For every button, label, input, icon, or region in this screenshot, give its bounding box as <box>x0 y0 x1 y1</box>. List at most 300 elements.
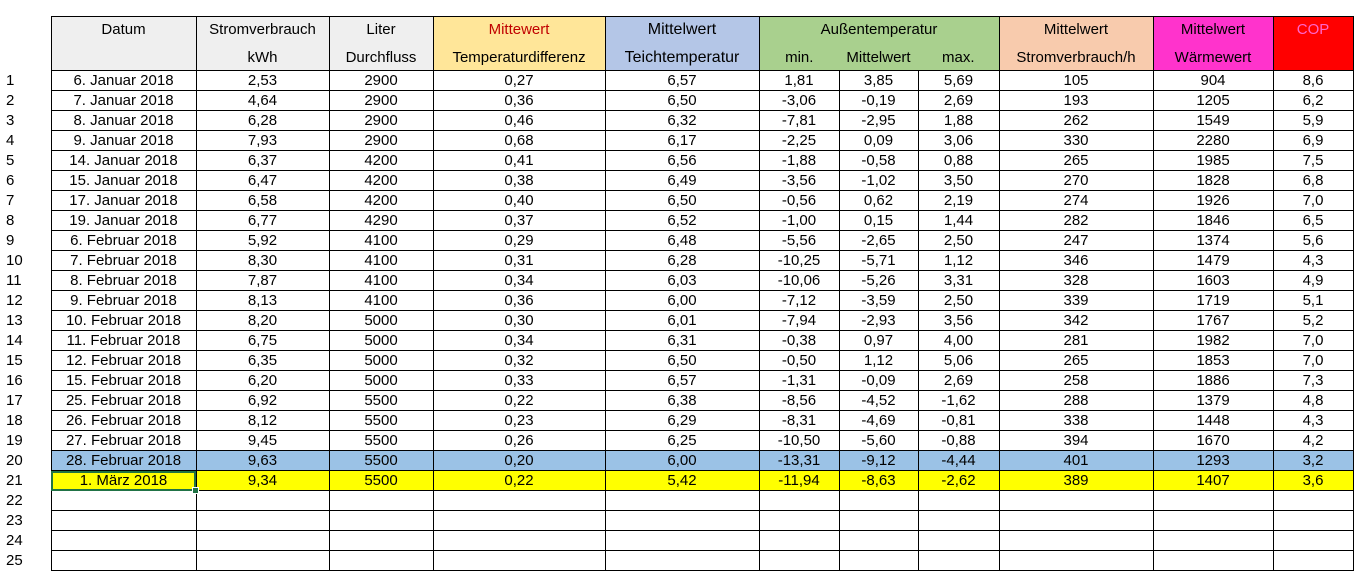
cell-mittel[interactable]: -2,93 <box>839 311 918 331</box>
cell-strom[interactable]: 9,34 <box>196 471 329 491</box>
cell-liter[interactable]: 5000 <box>329 371 433 391</box>
cell-cop[interactable]: 7,0 <box>1273 331 1353 351</box>
cell-mtt[interactable]: 6,49 <box>605 171 759 191</box>
cell-mw[interactable]: 1719 <box>1153 291 1273 311</box>
cell-mtd[interactable]: 0,40 <box>433 191 605 211</box>
cell-datum[interactable]: 7. Februar 2018 <box>51 251 196 271</box>
cell-cop[interactable]: 7,0 <box>1273 191 1353 211</box>
cell-msv[interactable]: 281 <box>999 331 1153 351</box>
cell-mittel[interactable]: 0,62 <box>839 191 918 211</box>
cell-mw[interactable]: 1479 <box>1153 251 1273 271</box>
cell-liter[interactable]: 2900 <box>329 111 433 131</box>
cell-mittel[interactable] <box>839 491 918 511</box>
cell-liter[interactable]: 2900 <box>329 71 433 91</box>
cell-max[interactable] <box>918 491 999 511</box>
cell-liter[interactable]: 5500 <box>329 451 433 471</box>
cell-strom[interactable]: 2,53 <box>196 71 329 91</box>
cell-mtd[interactable]: 0,27 <box>433 71 605 91</box>
cell-cop[interactable] <box>1273 491 1353 511</box>
cell-mtt[interactable]: 5,42 <box>605 471 759 491</box>
cell-liter[interactable]: 4200 <box>329 191 433 211</box>
cell-min[interactable]: -10,50 <box>759 431 839 451</box>
cell-min[interactable]: -8,31 <box>759 411 839 431</box>
cell-mtt[interactable]: 6,52 <box>605 211 759 231</box>
cell-min[interactable]: -1,31 <box>759 371 839 391</box>
cell-mtd[interactable]: 0,41 <box>433 151 605 171</box>
cell-min[interactable] <box>759 551 839 571</box>
cell-cop[interactable]: 4,3 <box>1273 411 1353 431</box>
cell-min[interactable]: 1,81 <box>759 71 839 91</box>
cell-mw[interactable]: 1846 <box>1153 211 1273 231</box>
cell-datum[interactable] <box>51 511 196 531</box>
cell-max[interactable]: 3,06 <box>918 131 999 151</box>
cell-mittel[interactable]: 0,09 <box>839 131 918 151</box>
cell-liter[interactable]: 4100 <box>329 231 433 251</box>
cell-msv[interactable] <box>999 511 1153 531</box>
cell-strom[interactable]: 6,92 <box>196 391 329 411</box>
header-aussen-mittel[interactable]: Mittelwert <box>839 45 918 71</box>
cell-cop[interactable]: 7,0 <box>1273 351 1353 371</box>
row-number[interactable]: 15 <box>0 351 51 371</box>
cell-liter[interactable]: 4100 <box>329 291 433 311</box>
cell-max[interactable]: 1,44 <box>918 211 999 231</box>
cell-mtt[interactable]: 6,50 <box>605 91 759 111</box>
cell-cop[interactable]: 5,1 <box>1273 291 1353 311</box>
cell-cop[interactable] <box>1273 551 1353 571</box>
cell-max[interactable]: -1,62 <box>918 391 999 411</box>
header-aussentemperatur[interactable]: Außentemperatur <box>759 17 999 46</box>
cell-min[interactable]: -7,94 <box>759 311 839 331</box>
cell-datum[interactable]: 25. Februar 2018 <box>51 391 196 411</box>
cell-cop[interactable]: 7,3 <box>1273 371 1353 391</box>
cell-datum[interactable]: 27. Februar 2018 <box>51 431 196 451</box>
cell-max[interactable]: 3,50 <box>918 171 999 191</box>
row-number[interactable]: 3 <box>0 111 51 131</box>
header-mtd-line2[interactable]: Temperaturdifferenz <box>433 45 605 71</box>
cell-max[interactable] <box>918 551 999 571</box>
cell-cop[interactable]: 4,3 <box>1273 251 1353 271</box>
header-mtt-line2[interactable]: Teichtemperatur <box>605 45 759 71</box>
cell-mtd[interactable]: 0,34 <box>433 271 605 291</box>
cell-max[interactable]: 2,69 <box>918 91 999 111</box>
cell-liter[interactable]: 5500 <box>329 411 433 431</box>
cell-msv[interactable]: 265 <box>999 351 1153 371</box>
cell-mittel[interactable]: -5,71 <box>839 251 918 271</box>
cell-strom[interactable] <box>196 551 329 571</box>
cell-mtd[interactable]: 0,29 <box>433 231 605 251</box>
header-strom-line2[interactable]: kWh <box>196 45 329 71</box>
row-number[interactable]: 22 <box>0 491 51 511</box>
cell-min[interactable]: -7,12 <box>759 291 839 311</box>
cell-mw[interactable]: 1549 <box>1153 111 1273 131</box>
cell-cop[interactable]: 4,9 <box>1273 271 1353 291</box>
cell-mittel[interactable]: -5,60 <box>839 431 918 451</box>
cell-msv[interactable]: 258 <box>999 371 1153 391</box>
cell-mw[interactable]: 1205 <box>1153 91 1273 111</box>
row-number[interactable]: 14 <box>0 331 51 351</box>
cell-mtt[interactable]: 6,48 <box>605 231 759 251</box>
cell-msv[interactable]: 288 <box>999 391 1153 411</box>
cell-mtd[interactable]: 0,46 <box>433 111 605 131</box>
cell-mittel[interactable]: -2,95 <box>839 111 918 131</box>
cell-msv[interactable]: 339 <box>999 291 1153 311</box>
cell-cop[interactable] <box>1273 531 1353 551</box>
cell-mw[interactable] <box>1153 551 1273 571</box>
row-number[interactable]: 23 <box>0 511 51 531</box>
cell-strom[interactable]: 5,92 <box>196 231 329 251</box>
cell-mtd[interactable]: 0,33 <box>433 371 605 391</box>
header-msv-line2[interactable]: Stromverbrauch/h <box>999 45 1153 71</box>
cell-mtt[interactable]: 6,32 <box>605 111 759 131</box>
cell-strom[interactable]: 6,37 <box>196 151 329 171</box>
cell-strom[interactable]: 8,13 <box>196 291 329 311</box>
cell-mtt[interactable] <box>605 551 759 571</box>
cell-max[interactable]: 0,88 <box>918 151 999 171</box>
cell-cop[interactable]: 8,6 <box>1273 71 1353 91</box>
cell-mtd[interactable]: 0,20 <box>433 451 605 471</box>
cell-max[interactable]: 5,69 <box>918 71 999 91</box>
cell-max[interactable]: -4,44 <box>918 451 999 471</box>
cell-mittel[interactable]: -3,59 <box>839 291 918 311</box>
cell-mtt[interactable]: 6,57 <box>605 371 759 391</box>
cell-msv[interactable] <box>999 551 1153 571</box>
cell-mittel[interactable]: -5,26 <box>839 271 918 291</box>
cell-cop[interactable]: 6,9 <box>1273 131 1353 151</box>
cell-cop[interactable]: 4,2 <box>1273 431 1353 451</box>
cell-datum[interactable]: 12. Februar 2018 <box>51 351 196 371</box>
cell-msv[interactable]: 330 <box>999 131 1153 151</box>
cell-mw[interactable] <box>1153 531 1273 551</box>
cell-mw[interactable]: 904 <box>1153 71 1273 91</box>
cell-cop[interactable]: 6,2 <box>1273 91 1353 111</box>
cell-strom[interactable]: 9,45 <box>196 431 329 451</box>
cell-mtd[interactable] <box>433 551 605 571</box>
cell-strom[interactable] <box>196 491 329 511</box>
cell-datum[interactable]: 28. Februar 2018 <box>51 451 196 471</box>
header-msv-line1[interactable]: Mittelwert <box>999 17 1153 46</box>
cell-mittel[interactable]: -0,09 <box>839 371 918 391</box>
cell-liter[interactable]: 4290 <box>329 211 433 231</box>
row-number[interactable]: 19 <box>0 431 51 451</box>
cell-mittel[interactable] <box>839 511 918 531</box>
header-liter-line1[interactable]: Liter <box>329 17 433 46</box>
cell-liter[interactable] <box>329 531 433 551</box>
cell-liter[interactable]: 2900 <box>329 131 433 151</box>
cell-mw[interactable]: 1374 <box>1153 231 1273 251</box>
cell-datum[interactable]: 19. Januar 2018 <box>51 211 196 231</box>
cell-datum[interactable]: 8. Januar 2018 <box>51 111 196 131</box>
cell-strom[interactable] <box>196 531 329 551</box>
row-number[interactable]: 16 <box>0 371 51 391</box>
cell-strom[interactable]: 6,47 <box>196 171 329 191</box>
cell-liter[interactable]: 5500 <box>329 471 433 491</box>
cell-mw[interactable]: 1670 <box>1153 431 1273 451</box>
cell-cop[interactable]: 5,2 <box>1273 311 1353 331</box>
cell-datum[interactable] <box>51 551 196 571</box>
cell-liter[interactable] <box>329 551 433 571</box>
header-cop[interactable]: COP <box>1273 17 1353 71</box>
cell-min[interactable]: -3,06 <box>759 91 839 111</box>
cell-mtt[interactable] <box>605 531 759 551</box>
cell-mtd[interactable]: 0,23 <box>433 411 605 431</box>
cell-liter[interactable]: 5000 <box>329 351 433 371</box>
row-number[interactable]: 11 <box>0 271 51 291</box>
cell-max[interactable]: -2,62 <box>918 471 999 491</box>
cell-mtd[interactable] <box>433 491 605 511</box>
row-number[interactable]: 9 <box>0 231 51 251</box>
cell-max[interactable]: 2,50 <box>918 291 999 311</box>
cell-datum[interactable] <box>51 491 196 511</box>
row-number[interactable]: 8 <box>0 211 51 231</box>
cell-max[interactable]: -0,81 <box>918 411 999 431</box>
cell-msv[interactable]: 247 <box>999 231 1153 251</box>
cell-mtt[interactable] <box>605 511 759 531</box>
header-mw-line1[interactable]: Mittelwert <box>1153 17 1273 46</box>
cell-cop[interactable]: 6,5 <box>1273 211 1353 231</box>
cell-liter[interactable]: 4100 <box>329 251 433 271</box>
cell-mittel[interactable]: -4,69 <box>839 411 918 431</box>
cell-liter[interactable] <box>329 511 433 531</box>
cell-strom[interactable]: 9,63 <box>196 451 329 471</box>
cell-msv[interactable]: 338 <box>999 411 1153 431</box>
row-number[interactable]: 5 <box>0 151 51 171</box>
cell-mittel[interactable]: -0,19 <box>839 91 918 111</box>
cell-mw[interactable]: 1985 <box>1153 151 1273 171</box>
cell-min[interactable]: -11,94 <box>759 471 839 491</box>
fill-handle[interactable] <box>192 487 199 494</box>
cell-strom[interactable] <box>196 511 329 531</box>
cell-mtt[interactable]: 6,17 <box>605 131 759 151</box>
cell-max[interactable]: 1,88 <box>918 111 999 131</box>
cell-mtt[interactable]: 6,50 <box>605 351 759 371</box>
cell-msv[interactable]: 346 <box>999 251 1153 271</box>
cell-msv[interactable]: 282 <box>999 211 1153 231</box>
cell-min[interactable]: -0,50 <box>759 351 839 371</box>
cell-mw[interactable] <box>1153 511 1273 531</box>
cell-datum[interactable]: 6. Januar 2018 <box>51 71 196 91</box>
row-number[interactable]: 10 <box>0 251 51 271</box>
cell-max[interactable]: 2,50 <box>918 231 999 251</box>
cell-max[interactable]: -0,88 <box>918 431 999 451</box>
cell-mittel[interactable]: 1,12 <box>839 351 918 371</box>
cell-min[interactable] <box>759 491 839 511</box>
cell-mtt[interactable]: 6,28 <box>605 251 759 271</box>
cell-datum[interactable]: 6. Februar 2018 <box>51 231 196 251</box>
cell-mtd[interactable]: 0,30 <box>433 311 605 331</box>
cell-mittel[interactable]: -9,12 <box>839 451 918 471</box>
cell-max[interactable]: 2,19 <box>918 191 999 211</box>
cell-strom[interactable]: 6,35 <box>196 351 329 371</box>
cell-strom[interactable]: 6,58 <box>196 191 329 211</box>
cell-mittel[interactable] <box>839 531 918 551</box>
cell-msv[interactable] <box>999 531 1153 551</box>
cell-mtd[interactable]: 0,36 <box>433 91 605 111</box>
cell-liter[interactable]: 5000 <box>329 311 433 331</box>
cell-min[interactable]: -13,31 <box>759 451 839 471</box>
cell-liter[interactable]: 2900 <box>329 91 433 111</box>
cell-max[interactable] <box>918 531 999 551</box>
cell-min[interactable]: -5,56 <box>759 231 839 251</box>
cell-strom[interactable]: 8,20 <box>196 311 329 331</box>
cell-datum[interactable] <box>51 531 196 551</box>
cell-mittel[interactable]: -2,65 <box>839 231 918 251</box>
row-number[interactable]: 1 <box>0 71 51 91</box>
header-mtt-line1[interactable]: Mittelwert <box>605 17 759 46</box>
cell-strom[interactable]: 7,93 <box>196 131 329 151</box>
cell-mittel[interactable]: 0,15 <box>839 211 918 231</box>
header-aussen-max[interactable]: max. <box>918 45 999 71</box>
cell-cop[interactable]: 7,5 <box>1273 151 1353 171</box>
cell-mtd[interactable]: 0,34 <box>433 331 605 351</box>
cell-mtt[interactable]: 6,31 <box>605 331 759 351</box>
cell-max[interactable]: 3,56 <box>918 311 999 331</box>
row-number[interactable]: 20 <box>0 451 51 471</box>
cell-datum[interactable]: 7. Januar 2018 <box>51 91 196 111</box>
cell-min[interactable]: -0,56 <box>759 191 839 211</box>
cell-mtd[interactable]: 0,38 <box>433 171 605 191</box>
cell-max[interactable]: 1,12 <box>918 251 999 271</box>
cell-datum[interactable]: 26. Februar 2018 <box>51 411 196 431</box>
cell-min[interactable]: -1,88 <box>759 151 839 171</box>
cell-max[interactable]: 2,69 <box>918 371 999 391</box>
row-number[interactable]: 17 <box>0 391 51 411</box>
cell-cop[interactable] <box>1273 511 1353 531</box>
cell-mtt[interactable]: 6,25 <box>605 431 759 451</box>
cell-datum[interactable]: 17. Januar 2018 <box>51 191 196 211</box>
cell-strom[interactable]: 6,20 <box>196 371 329 391</box>
cell-mw[interactable]: 1293 <box>1153 451 1273 471</box>
cell-cop[interactable]: 3,6 <box>1273 471 1353 491</box>
cell-mittel[interactable]: -0,58 <box>839 151 918 171</box>
cell-mw[interactable]: 1767 <box>1153 311 1273 331</box>
row-number[interactable]: 4 <box>0 131 51 151</box>
cell-max[interactable]: 4,00 <box>918 331 999 351</box>
cell-msv[interactable]: 342 <box>999 311 1153 331</box>
cell-mtt[interactable]: 6,00 <box>605 291 759 311</box>
cell-datum[interactable]: 14. Januar 2018 <box>51 151 196 171</box>
cell-liter[interactable]: 4200 <box>329 151 433 171</box>
cell-min[interactable]: -1,00 <box>759 211 839 231</box>
cell-mittel[interactable]: 0,97 <box>839 331 918 351</box>
cell-mittel[interactable]: -4,52 <box>839 391 918 411</box>
cell-mtd[interactable]: 0,68 <box>433 131 605 151</box>
cell-datum[interactable]: 15. Januar 2018 <box>51 171 196 191</box>
cell-mtt[interactable]: 6,29 <box>605 411 759 431</box>
cell-min[interactable]: -0,38 <box>759 331 839 351</box>
header-datum[interactable]: Datum <box>51 17 196 71</box>
header-liter-line2[interactable]: Durchfluss <box>329 45 433 71</box>
cell-datum[interactable]: 1. März 2018 <box>51 471 196 491</box>
row-number[interactable]: 7 <box>0 191 51 211</box>
cell-cop[interactable]: 5,6 <box>1273 231 1353 251</box>
cell-mittel[interactable] <box>839 551 918 571</box>
cell-mittel[interactable]: -1,02 <box>839 171 918 191</box>
cell-cop[interactable]: 5,9 <box>1273 111 1353 131</box>
cell-mw[interactable]: 1379 <box>1153 391 1273 411</box>
cell-mw[interactable]: 1603 <box>1153 271 1273 291</box>
cell-mtt[interactable]: 6,56 <box>605 151 759 171</box>
cell-mittel[interactable]: -8,63 <box>839 471 918 491</box>
cell-datum[interactable]: 11. Februar 2018 <box>51 331 196 351</box>
cell-mtd[interactable] <box>433 531 605 551</box>
cell-mtt[interactable]: 6,50 <box>605 191 759 211</box>
cell-mw[interactable]: 1407 <box>1153 471 1273 491</box>
cell-min[interactable]: -10,25 <box>759 251 839 271</box>
cell-liter[interactable]: 4100 <box>329 271 433 291</box>
row-number[interactable]: 6 <box>0 171 51 191</box>
row-number[interactable]: 18 <box>0 411 51 431</box>
cell-mtd[interactable]: 0,36 <box>433 291 605 311</box>
cell-msv[interactable]: 389 <box>999 471 1153 491</box>
cell-strom[interactable]: 6,75 <box>196 331 329 351</box>
cell-max[interactable]: 3,31 <box>918 271 999 291</box>
cell-min[interactable] <box>759 531 839 551</box>
cell-min[interactable]: -10,06 <box>759 271 839 291</box>
cell-liter[interactable]: 5500 <box>329 391 433 411</box>
cell-mw[interactable]: 1853 <box>1153 351 1273 371</box>
cell-mw[interactable]: 1982 <box>1153 331 1273 351</box>
cell-mtd[interactable] <box>433 511 605 531</box>
header-mtd-line1[interactable]: Mittewert <box>433 17 605 46</box>
cell-mtt[interactable]: 6,38 <box>605 391 759 411</box>
cell-mtd[interactable]: 0,22 <box>433 471 605 491</box>
cell-msv[interactable]: 328 <box>999 271 1153 291</box>
cell-msv[interactable]: 394 <box>999 431 1153 451</box>
cell-mtt[interactable]: 6,00 <box>605 451 759 471</box>
cell-strom[interactable]: 7,87 <box>196 271 329 291</box>
cell-msv[interactable]: 105 <box>999 71 1153 91</box>
cell-strom[interactable]: 8,12 <box>196 411 329 431</box>
cell-mtd[interactable]: 0,32 <box>433 351 605 371</box>
cell-liter[interactable] <box>329 491 433 511</box>
cell-max[interactable]: 5,06 <box>918 351 999 371</box>
cell-datum[interactable]: 8. Februar 2018 <box>51 271 196 291</box>
cell-min[interactable]: -3,56 <box>759 171 839 191</box>
cell-mtd[interactable]: 0,37 <box>433 211 605 231</box>
cell-mtt[interactable]: 6,57 <box>605 71 759 91</box>
row-number[interactable]: 13 <box>0 311 51 331</box>
header-mw-line2[interactable]: Wärmewert <box>1153 45 1273 71</box>
cell-mw[interactable] <box>1153 491 1273 511</box>
cell-mtd[interactable]: 0,31 <box>433 251 605 271</box>
cell-mtt[interactable]: 6,03 <box>605 271 759 291</box>
cell-datum[interactable]: 10. Februar 2018 <box>51 311 196 331</box>
cell-min[interactable]: -2,25 <box>759 131 839 151</box>
cell-datum[interactable]: 9. Januar 2018 <box>51 131 196 151</box>
cell-liter[interactable]: 5000 <box>329 331 433 351</box>
row-number[interactable]: 24 <box>0 531 51 551</box>
row-number[interactable]: 21 <box>0 471 51 491</box>
cell-min[interactable]: -8,56 <box>759 391 839 411</box>
cell-max[interactable] <box>918 511 999 531</box>
cell-datum[interactable]: 9. Februar 2018 <box>51 291 196 311</box>
header-strom-line1[interactable]: Stromverbrauch <box>196 17 329 46</box>
cell-min[interactable] <box>759 511 839 531</box>
cell-liter[interactable]: 4200 <box>329 171 433 191</box>
cell-msv[interactable]: 265 <box>999 151 1153 171</box>
cell-mtt[interactable] <box>605 491 759 511</box>
row-number[interactable]: 25 <box>0 551 51 571</box>
cell-msv[interactable]: 193 <box>999 91 1153 111</box>
cell-mw[interactable]: 1828 <box>1153 171 1273 191</box>
header-aussen-min[interactable]: min. <box>759 45 839 71</box>
cell-datum[interactable]: 15. Februar 2018 <box>51 371 196 391</box>
cell-msv[interactable]: 401 <box>999 451 1153 471</box>
cell-msv[interactable]: 274 <box>999 191 1153 211</box>
cell-strom[interactable]: 6,77 <box>196 211 329 231</box>
row-number[interactable]: 12 <box>0 291 51 311</box>
cell-mittel[interactable]: 3,85 <box>839 71 918 91</box>
